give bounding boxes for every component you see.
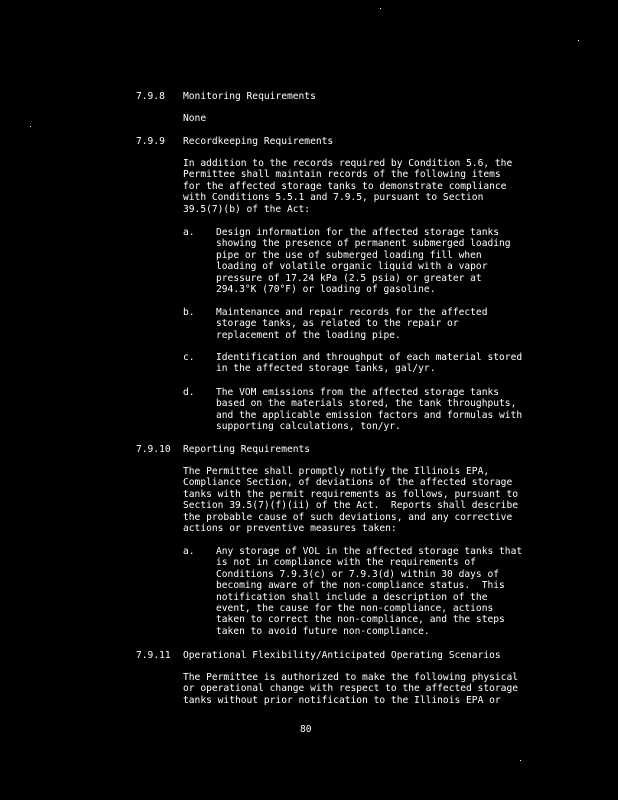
paragraph-line: tanks with the permit requirements as follows, pursuant to <box>183 488 519 500</box>
page-number: 80 <box>300 724 312 735</box>
item-line: supporting calculations, ton/yr. <box>216 421 401 433</box>
item-line: showing the presence of permanent submerged loading <box>216 238 511 250</box>
paragraph-line: or operational change with respect to the affected storage <box>183 683 519 695</box>
item-line: Conditions 7.9.3(c) or 7.9.3(d) within 30 days of <box>216 568 500 580</box>
item-line: replacement of the loading pipe. <box>216 329 401 341</box>
item-line: taken to correct the non-compliance, and the steps <box>216 614 505 626</box>
item-line: storage tanks, as related to the repair or <box>216 318 459 330</box>
section-heading: Recordkeeping Requirements <box>183 136 334 147</box>
scan-speck <box>380 8 381 9</box>
list-item-text <box>216 387 566 433</box>
item-line: Design information for the affected storage tanks <box>216 227 500 238</box>
paragraph-line: In addition to the records required by Condition 5.6, the <box>183 158 513 169</box>
paragraph-line: The Permittee shall promptly notify the Illinois EPA, <box>183 466 490 477</box>
section-number: 7.9.10 <box>136 444 171 455</box>
list-item-letter: a. <box>183 546 195 557</box>
section-paragraph <box>183 158 563 215</box>
item-line: 294.3°K (70°F) or loading of gasoline. <box>216 284 436 296</box>
paragraph-line: Compliance Section, of deviations of the affected storage <box>183 477 513 489</box>
item-line: loading of volatile organic liquid with a vapor <box>216 261 488 273</box>
item-line: is not in compliance with the requirements of <box>216 557 476 569</box>
list-item-text <box>216 546 566 637</box>
paragraph-line: tanks without prior notification to the Illinois EPA or <box>183 694 501 706</box>
item-line: notification shall include a description of the <box>216 591 488 603</box>
paragraph-line: 39.5(7)(b) of the Act: <box>183 203 311 215</box>
section-number: 7.9.9 <box>136 136 165 147</box>
scan-speck <box>30 126 31 127</box>
section-paragraph <box>183 672 563 706</box>
item-line: The VOM emissions from the affected storage tanks <box>216 387 500 398</box>
paragraph-line: Permittee shall maintain records of the following items <box>183 169 501 181</box>
scan-speck <box>578 40 579 41</box>
paragraph-line: with Conditions 5.5.1 and 7.9.5, pursuant to Section <box>183 192 484 204</box>
paragraph-line: The Permittee is authorized to make the following physical <box>183 672 519 683</box>
section-paragraph <box>183 113 563 124</box>
item-line: based on the materials stored, the tank throughputs, <box>216 398 517 410</box>
section-heading: Monitoring Requirements <box>183 91 316 102</box>
scan-speck <box>520 760 521 761</box>
paragraph-line: for the affected storage tanks to demonstrate compliance <box>183 180 507 192</box>
list-item-text <box>216 307 566 341</box>
paragraph-line: actions or preventive measures taken: <box>183 523 397 535</box>
paragraph-line: the probable cause of such deviations, and any corrective <box>183 511 513 523</box>
item-line: taken to avoid future non-compliance. <box>216 625 430 637</box>
list-item-text <box>216 227 566 295</box>
item-line: becoming aware of the non-compliance status. This <box>216 580 505 592</box>
list-item-text <box>216 352 566 375</box>
section-number: 7.9.11 <box>136 650 171 661</box>
item-line: pipe or the use of submerged loading fill when <box>216 249 482 261</box>
paragraph-line: None <box>183 113 207 124</box>
item-line: Maintenance and repair records for the affected <box>216 307 488 318</box>
item-line: Any storage of VOL in the affected storage tanks that <box>216 546 523 557</box>
list-item-letter: a. <box>183 227 195 238</box>
item-line: and the applicable emission factors and formulas with <box>216 409 523 421</box>
list-item-letter: c. <box>183 352 195 363</box>
list-item-letter: d. <box>183 387 195 398</box>
section-number: 7.9.8 <box>136 91 165 102</box>
item-line: Identification and throughput of each material stored <box>216 352 523 363</box>
section-heading: Operational Flexibility/Anticipated Operating Scenarios <box>183 650 501 661</box>
item-line: in the affected storage tanks, gal/yr. <box>216 363 436 375</box>
item-line: pressure of 17.24 kPa (2.5 psia) or greater at <box>216 272 482 284</box>
paragraph-line: Section 39.5(7)(f)(ii) of the Act. Reports shall describe <box>183 500 519 512</box>
section-heading: Reporting Requirements <box>183 444 311 455</box>
item-line: event, the cause for the non-compliance, actions <box>216 603 494 615</box>
list-item-letter: b. <box>183 307 195 318</box>
section-paragraph <box>183 466 563 534</box>
